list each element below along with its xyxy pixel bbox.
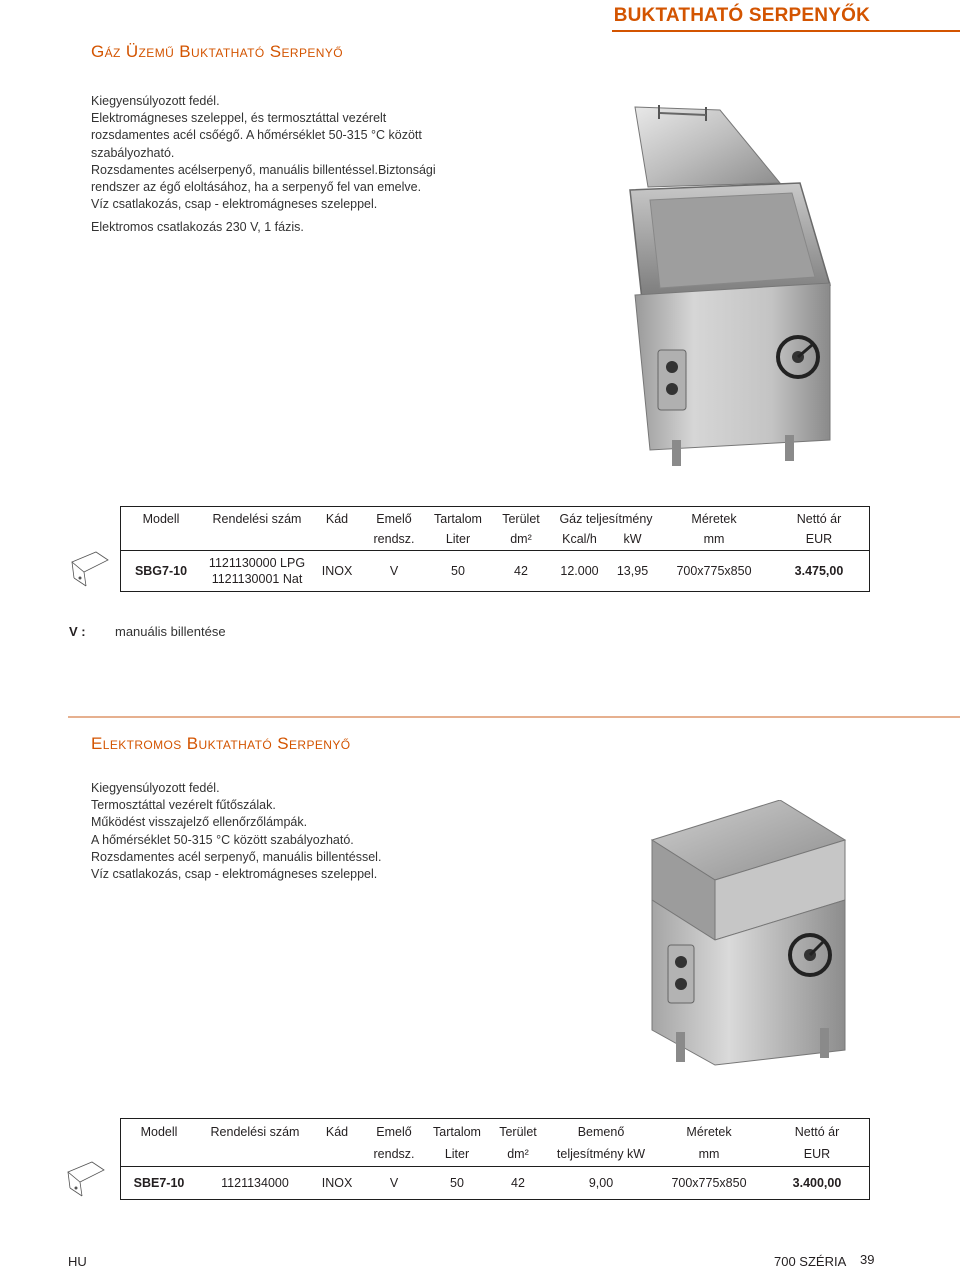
electric-desc-line: Rozsdamentes acél serpenyő, manuális billentéssel.: [91, 849, 382, 864]
col-netto-ar: Nettó ár: [794, 1125, 840, 1139]
note-text: manuális billentése: [115, 624, 226, 639]
unit-mm: mm: [698, 1146, 720, 1161]
unit-eur: EUR: [805, 532, 833, 546]
footer-language: HU: [68, 1254, 87, 1269]
cell-tub: INOX: [321, 564, 353, 578]
gas-spec-table: [120, 506, 870, 592]
gas-desc-line: rozsdamentes acél csőégő. A hőmérséklet 50-315 °C között: [91, 128, 422, 143]
col-netto-ar: Nettó ár: [796, 512, 842, 526]
cell-tub: INOX: [321, 1176, 353, 1190]
cell-dims: 700x775x850: [671, 1176, 747, 1190]
cell-lift: V: [389, 564, 399, 578]
gas-table-units-row: [121, 528, 869, 550]
col-tartalom: Tartalom: [433, 1125, 481, 1139]
footer-page-number: 39: [860, 1252, 875, 1267]
unit-liter: Liter: [445, 532, 471, 546]
gas-desc-line: Elektromágneses szeleppel, és termosztáttal vezérelt: [91, 111, 387, 126]
col-rendelesi-szam: Rendelési szám: [210, 1125, 300, 1139]
cell-model: SBG7-10: [134, 564, 188, 578]
cell-order-nat: 1121130001 Nat: [211, 572, 303, 586]
electric-pan-product-image: [640, 800, 855, 1075]
electric-description: [91, 780, 381, 883]
cell-order-numbers: [201, 555, 313, 587]
unit-teljesitmeny-kw: teljesítmény kW: [556, 1146, 646, 1161]
cell-price: 3.400,00: [792, 1176, 842, 1190]
cell-order: 1121134000: [221, 1176, 289, 1190]
electric-desc-line: A hőmérséklet 50-315 °C között szabályozható.: [91, 832, 354, 847]
gas-section-title: Gáz Üzemű Buktatható Serpenyő: [91, 42, 343, 61]
cell-order-lpg: 1121130000 LPG: [208, 556, 306, 570]
col-kad: Kád: [325, 1125, 349, 1139]
gas-desc-line: Víz csatlakozás, csap - elektromágneses szeleppel.: [91, 197, 378, 212]
unit-liter: Liter: [444, 1146, 470, 1161]
dimension-sketch-icon: [66, 548, 112, 588]
electric-desc-line: Termosztáttal vezérelt fűtőszálak.: [91, 798, 276, 813]
cell-dims: 700x775x850: [676, 564, 752, 578]
cell-area: 42: [514, 564, 528, 578]
cell-area: 42: [511, 1176, 525, 1190]
col-terulet: Terület: [499, 1125, 537, 1139]
cell-lift: V: [389, 1176, 399, 1190]
table-row: [121, 1165, 869, 1199]
electric-table-units-row: [121, 1142, 869, 1165]
col-modell: Modell: [140, 1125, 178, 1139]
page-header-title: BUKTATHATÓ SERPENYŐK: [613, 5, 870, 26]
col-kad: Kád: [325, 512, 349, 526]
unit-dm2: dm²: [510, 532, 532, 546]
section-divider: [68, 716, 960, 718]
dimension-sketch-icon: [62, 1158, 108, 1198]
col-terulet: Terület: [502, 512, 540, 526]
unit-rendsz: rendsz.: [373, 1146, 415, 1161]
electric-section-title: Elektromos Buktatható Serpenyő: [91, 734, 351, 753]
gas-desc-line: Rozsdamentes acélserpenyő, manuális billentéssel.Biztonsági: [91, 162, 436, 177]
col-meretek: Méretek: [686, 1125, 732, 1139]
gas-table-header-row: [121, 507, 869, 528]
col-emelo: Emelő: [376, 512, 412, 526]
gas-description: [91, 93, 436, 213]
unit-kw: kW: [623, 532, 642, 546]
col-emelo: Emelő: [376, 1125, 412, 1139]
cell-price: 3.475,00: [794, 564, 844, 578]
col-modell: Modell: [142, 512, 180, 526]
col-bemeno: Bemenő: [577, 1125, 625, 1139]
col-gaz-teljesitmeny: Gáz teljesítmény: [559, 512, 653, 526]
note-label: V :: [69, 624, 86, 639]
cell-power: 9,00: [588, 1176, 614, 1190]
gas-desc-line: szabályozható.: [91, 145, 175, 160]
col-rendelesi-szam: Rendelési szám: [212, 512, 302, 526]
table-row: [121, 550, 869, 592]
gas-electric-note: Elektromos csatlakozás 230 V, 1 fázis.: [91, 220, 304, 234]
cell-model: SBE7-10: [133, 1176, 185, 1190]
gas-pan-product-image: [620, 95, 840, 470]
gas-desc-line: rendszer az égő eloltásához, ha a serpenyő fel van emelve.: [91, 180, 422, 195]
unit-dm2: dm²: [507, 1146, 529, 1161]
cell-capacity: 50: [451, 564, 465, 578]
unit-mm: mm: [703, 532, 725, 546]
gas-desc-line: Kiegyensúlyozott fedél.: [91, 94, 220, 108]
col-meretek: Méretek: [691, 512, 737, 526]
cell-kcal: 12.000: [560, 564, 599, 578]
col-tartalom: Tartalom: [434, 512, 482, 526]
electric-table-header-row: [121, 1119, 869, 1142]
cell-kw: 13,95: [616, 564, 649, 578]
unit-eur: EUR: [803, 1146, 831, 1161]
electric-desc-line: Víz csatlakozás, csap - elektromágneses szeleppel.: [91, 867, 378, 882]
footer-series: 700 SZÉRIA: [774, 1254, 847, 1269]
cell-capacity: 50: [450, 1176, 464, 1190]
electric-spec-table: [120, 1118, 870, 1200]
unit-rendsz: rendsz.: [373, 532, 415, 546]
header-rule: [612, 30, 960, 32]
electric-desc-line: Működést visszajelző ellenőrzőlámpák.: [91, 815, 308, 830]
unit-kcal: Kcal/h: [562, 532, 597, 546]
electric-desc-line: Kiegyensúlyozott fedél.: [91, 781, 220, 795]
